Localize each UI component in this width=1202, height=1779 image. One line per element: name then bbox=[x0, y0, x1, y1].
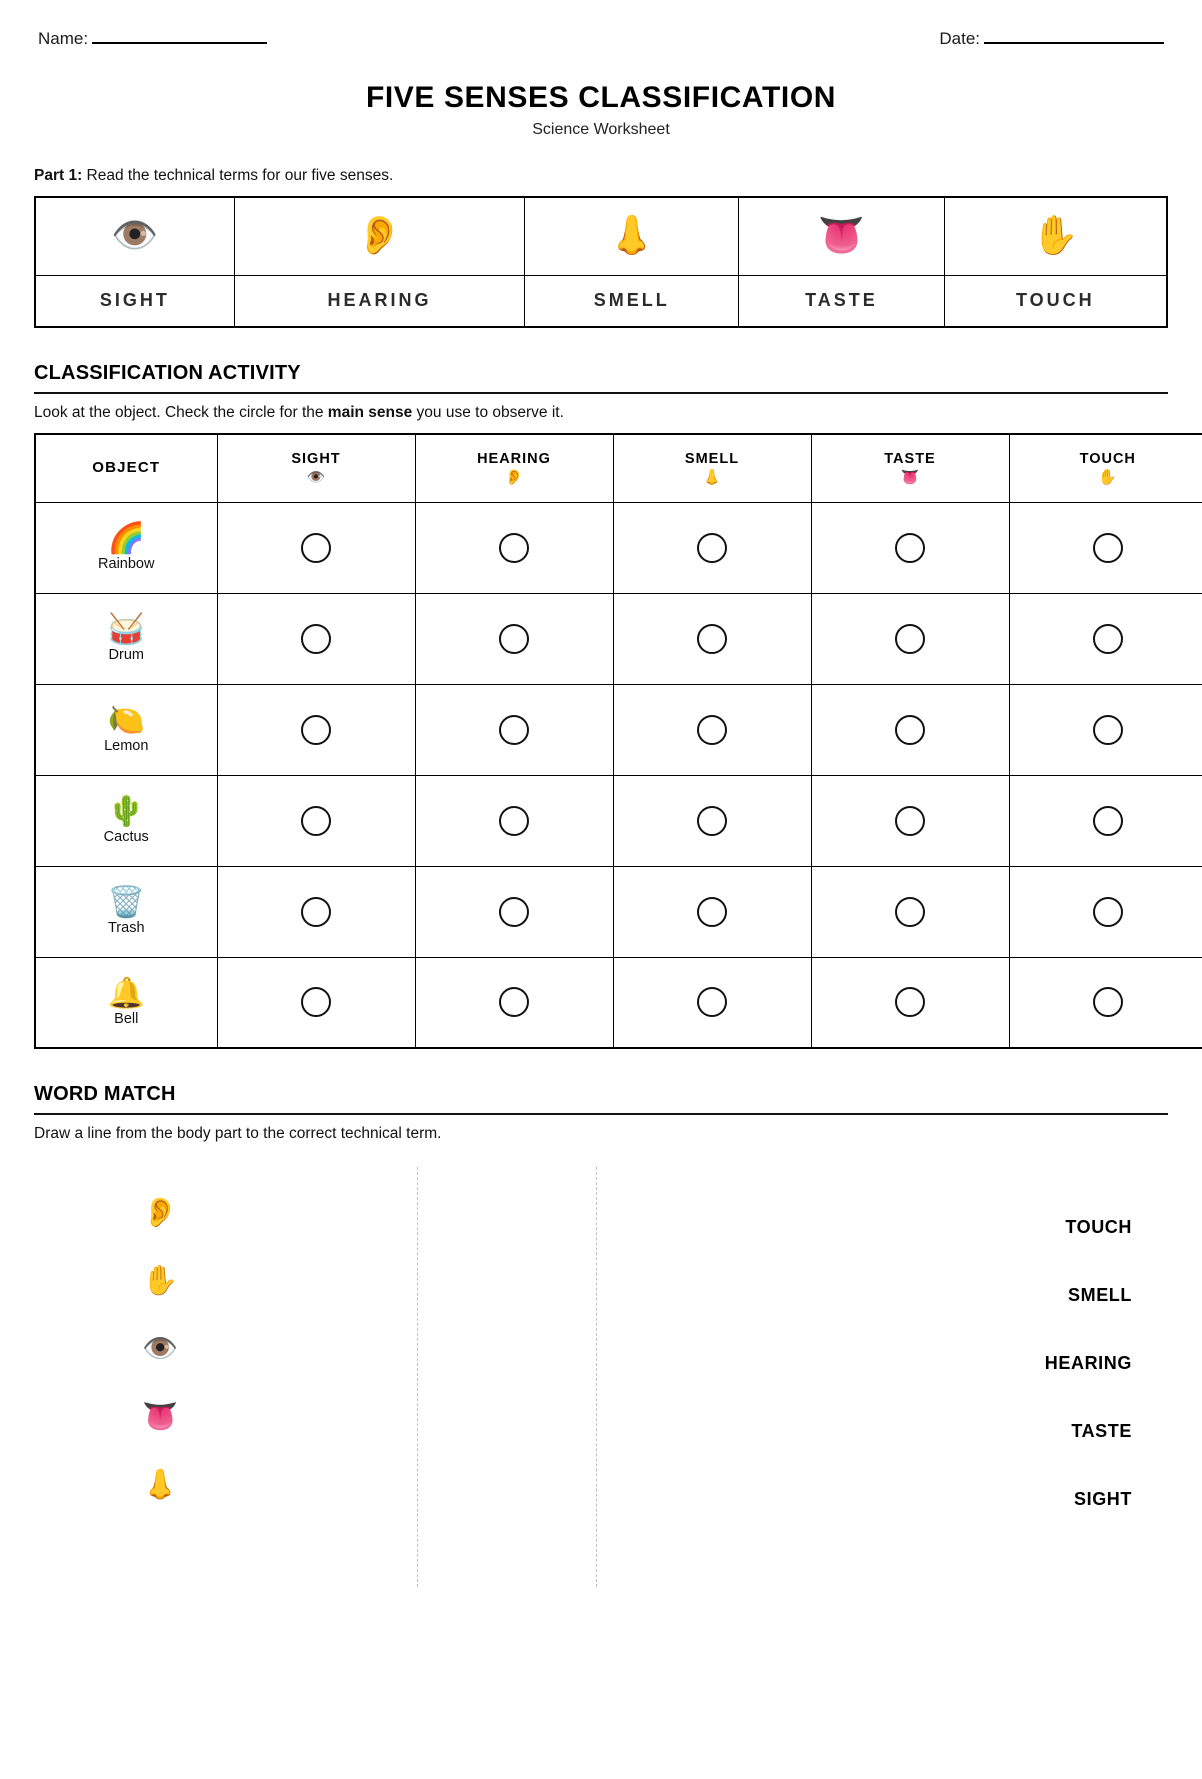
ear-icon: 👂 bbox=[355, 215, 404, 258]
nose-icon: 👃 bbox=[608, 215, 656, 258]
sense-label-touch: TOUCH bbox=[944, 275, 1167, 327]
answer-circle[interactable] bbox=[499, 806, 529, 836]
date-write-line[interactable] bbox=[984, 42, 1164, 44]
date-field-group bbox=[939, 30, 1164, 47]
page-title: FIVE SENSES CLASSIFICATION bbox=[365, 81, 837, 114]
checkbox-cell-rainbow-taste[interactable] bbox=[811, 502, 1009, 593]
table-row bbox=[35, 957, 1202, 1048]
checkbox-cell-bell-sight[interactable] bbox=[217, 957, 415, 1048]
senses-reference-table bbox=[34, 196, 1168, 328]
column-header-taste-label: TASTE bbox=[884, 451, 936, 468]
answer-circle[interactable] bbox=[895, 806, 925, 836]
word-match-divider bbox=[34, 1113, 1168, 1115]
page-subtitle: Science Worksheet bbox=[532, 121, 670, 138]
answer-circle[interactable] bbox=[301, 624, 331, 654]
answer-circle[interactable] bbox=[697, 987, 727, 1017]
column-header-sight-label: SIGHT bbox=[291, 451, 341, 468]
classification-instruction-after: you use to observe it. bbox=[412, 404, 564, 421]
classification-heading: CLASSIFICATION ACTIVITY bbox=[34, 362, 301, 384]
ear-icon: 👂 bbox=[504, 469, 524, 487]
column-header-hearing-label: HEARING bbox=[477, 451, 551, 468]
answer-circle[interactable] bbox=[895, 624, 925, 654]
checkbox-cell-lemon-touch[interactable] bbox=[1009, 684, 1202, 775]
answer-circle[interactable] bbox=[895, 533, 925, 563]
word-match-heading: WORD MATCH bbox=[34, 1083, 176, 1105]
sense-cell-hearing-icon bbox=[234, 197, 524, 275]
checkbox-cell-cactus-sight[interactable] bbox=[217, 775, 415, 866]
match-left-column bbox=[100, 1167, 220, 1587]
match-right-column bbox=[902, 1167, 1132, 1587]
checkbox-cell-drum-smell[interactable] bbox=[613, 593, 811, 684]
answer-circle[interactable] bbox=[499, 715, 529, 745]
checkbox-cell-rainbow-touch[interactable] bbox=[1009, 502, 1202, 593]
answer-circle[interactable] bbox=[499, 624, 529, 654]
checkbox-cell-cactus-touch[interactable] bbox=[1009, 775, 1202, 866]
answer-circle[interactable] bbox=[1093, 533, 1123, 563]
checkbox-cell-lemon-smell[interactable] bbox=[613, 684, 811, 775]
checkbox-cell-lemon-hearing[interactable] bbox=[415, 684, 613, 775]
classification-divider bbox=[34, 392, 1168, 394]
column-header-taste bbox=[811, 434, 1009, 502]
match-term-touch[interactable]: TOUCH bbox=[1065, 1216, 1132, 1237]
classification-header-row bbox=[35, 434, 1202, 502]
object-cell-drum bbox=[35, 593, 217, 684]
table-row bbox=[35, 593, 1202, 684]
part1-prefix: Part 1: bbox=[34, 167, 83, 184]
checkbox-cell-cactus-smell[interactable] bbox=[613, 775, 811, 866]
checkbox-cell-drum-taste[interactable] bbox=[811, 593, 1009, 684]
checkbox-cell-bell-taste[interactable] bbox=[811, 957, 1009, 1048]
object-cell-cactus bbox=[35, 775, 217, 866]
answer-circle[interactable] bbox=[895, 897, 925, 927]
classification-instruction-before: Look at the object. Check the circle for the bbox=[34, 404, 328, 421]
sense-cell-smell-icon bbox=[525, 197, 739, 275]
answer-circle[interactable] bbox=[301, 715, 331, 745]
sense-label-smell: SMELL bbox=[525, 275, 739, 327]
checkbox-cell-drum-sight[interactable] bbox=[217, 593, 415, 684]
name-date-row bbox=[34, 30, 1168, 47]
answer-circle[interactable] bbox=[895, 987, 925, 1017]
answer-circle[interactable] bbox=[697, 715, 727, 745]
column-header-touch bbox=[1009, 434, 1202, 502]
checkbox-cell-lemon-sight[interactable] bbox=[217, 684, 415, 775]
checkbox-cell-bell-hearing[interactable] bbox=[415, 957, 613, 1048]
checkbox-cell-drum-hearing[interactable] bbox=[415, 593, 613, 684]
answer-circle[interactable] bbox=[697, 624, 727, 654]
trash-icon: 🗑️ bbox=[107, 886, 145, 920]
match-term-hearing[interactable]: HEARING bbox=[1044, 1352, 1132, 1373]
answer-circle[interactable] bbox=[301, 897, 331, 927]
checkbox-cell-rainbow-sight[interactable] bbox=[217, 502, 415, 593]
match-term-smell[interactable]: SMELL bbox=[1068, 1284, 1132, 1305]
answer-circle[interactable] bbox=[301, 533, 331, 563]
sense-label-sight: SIGHT bbox=[35, 275, 234, 327]
checkbox-cell-drum-touch[interactable] bbox=[1009, 593, 1202, 684]
sense-cell-sight-icon bbox=[35, 197, 234, 275]
match-term-sight[interactable]: SIGHT bbox=[1073, 1488, 1132, 1509]
answer-circle[interactable] bbox=[697, 897, 727, 927]
classification-instruction-bold: main sense bbox=[327, 404, 413, 421]
column-header-object-label: OBJECT bbox=[92, 459, 161, 477]
part1-instruction bbox=[34, 167, 1168, 185]
answer-circle[interactable] bbox=[697, 806, 727, 836]
object-cell-trash bbox=[35, 866, 217, 957]
answer-circle[interactable] bbox=[1093, 897, 1123, 927]
lemon-icon: 🍋 bbox=[107, 704, 145, 738]
object-label: Lemon bbox=[104, 737, 149, 754]
eye-icon[interactable]: 👁️ bbox=[141, 1332, 179, 1365]
date-label: Date: bbox=[939, 29, 980, 48]
checkbox-cell-trash-touch[interactable] bbox=[1009, 866, 1202, 957]
word-match-instruction: Draw a line from the body part to the correct technical term. bbox=[34, 1125, 442, 1142]
sense-cell-touch-icon bbox=[944, 197, 1167, 275]
ear-icon[interactable]: 👂 bbox=[141, 1196, 179, 1229]
part1-text: Read the technical terms for our five senses. bbox=[82, 167, 394, 184]
nose-icon[interactable]: 👃 bbox=[141, 1468, 179, 1501]
hand-icon: ✋ bbox=[1031, 215, 1079, 258]
table-row bbox=[35, 866, 1202, 957]
object-label: Trash bbox=[107, 919, 145, 936]
word-match-area bbox=[34, 1167, 1168, 1587]
tongue-icon: 👅 bbox=[817, 215, 866, 258]
classification-table bbox=[34, 433, 1202, 1049]
answer-circle[interactable] bbox=[499, 533, 529, 563]
bell-icon: 🔔 bbox=[107, 977, 145, 1010]
sense-cell-taste-icon bbox=[739, 197, 944, 275]
column-header-smell-label: SMELL bbox=[684, 451, 740, 468]
name-label: Name: bbox=[38, 29, 89, 48]
checkbox-cell-bell-touch[interactable] bbox=[1009, 957, 1202, 1048]
answer-circle[interactable] bbox=[1093, 715, 1123, 745]
nose-icon: 👃 bbox=[702, 469, 722, 487]
object-label: Bell bbox=[114, 1010, 139, 1027]
table-row bbox=[35, 684, 1202, 775]
rainbow-icon: 🌈 bbox=[107, 522, 145, 556]
title-block bbox=[34, 81, 1168, 139]
name-field-group bbox=[38, 30, 267, 47]
column-header-object bbox=[35, 434, 217, 502]
tongue-icon: 👅 bbox=[900, 469, 920, 487]
answer-circle[interactable] bbox=[895, 715, 925, 745]
hand-icon: ✋ bbox=[1098, 469, 1118, 487]
column-header-smell bbox=[613, 434, 811, 502]
word-match-section bbox=[34, 1083, 1168, 1587]
checkbox-cell-rainbow-smell[interactable] bbox=[613, 502, 811, 593]
object-label: Rainbow bbox=[98, 555, 155, 572]
answer-circle[interactable] bbox=[697, 533, 727, 563]
eye-icon: 👁️ bbox=[111, 215, 159, 258]
column-header-hearing bbox=[415, 434, 613, 502]
table-row bbox=[35, 502, 1202, 593]
object-cell-lemon bbox=[35, 684, 217, 775]
checkbox-cell-cactus-taste[interactable] bbox=[811, 775, 1009, 866]
match-columns bbox=[34, 1167, 1168, 1587]
answer-circle[interactable] bbox=[1093, 987, 1123, 1017]
checkbox-cell-lemon-taste[interactable] bbox=[811, 684, 1009, 775]
sense-label-hearing: HEARING bbox=[234, 275, 524, 327]
answer-circle[interactable] bbox=[499, 897, 529, 927]
checkbox-cell-rainbow-hearing[interactable] bbox=[415, 502, 613, 593]
object-label: Cactus bbox=[103, 828, 149, 845]
checkbox-cell-trash-taste[interactable] bbox=[811, 866, 1009, 957]
hand-icon[interactable]: ✋ bbox=[141, 1264, 179, 1297]
object-cell-rainbow bbox=[35, 502, 217, 593]
checkbox-cell-trash-hearing[interactable] bbox=[415, 866, 613, 957]
eye-icon: 👁️ bbox=[306, 469, 326, 487]
cactus-icon: 🌵 bbox=[107, 795, 145, 829]
answer-circle[interactable] bbox=[1093, 624, 1123, 654]
checkbox-cell-trash-smell[interactable] bbox=[613, 866, 811, 957]
checkbox-cell-trash-sight[interactable] bbox=[217, 866, 415, 957]
classification-instruction bbox=[34, 404, 1168, 422]
column-header-touch-label: TOUCH bbox=[1079, 451, 1136, 468]
object-label: Drum bbox=[108, 646, 144, 663]
column-header-sight bbox=[217, 434, 415, 502]
table-row bbox=[35, 775, 1202, 866]
senses-icon-row bbox=[35, 197, 1167, 275]
object-cell-bell bbox=[35, 957, 217, 1048]
classification-section bbox=[34, 362, 1168, 1049]
senses-label-row bbox=[35, 275, 1167, 327]
drum-icon: 🥁 bbox=[107, 613, 145, 647]
answer-circle[interactable] bbox=[301, 806, 331, 836]
sense-label-taste: TASTE bbox=[739, 275, 944, 327]
answer-circle[interactable] bbox=[1093, 806, 1123, 836]
tongue-icon[interactable]: 👅 bbox=[141, 1400, 179, 1433]
answer-circle[interactable] bbox=[301, 987, 331, 1017]
answer-circle[interactable] bbox=[499, 987, 529, 1017]
match-term-taste[interactable]: TASTE bbox=[1071, 1420, 1132, 1441]
name-write-line[interactable] bbox=[92, 42, 267, 44]
checkbox-cell-cactus-hearing[interactable] bbox=[415, 775, 613, 866]
checkbox-cell-bell-smell[interactable] bbox=[613, 957, 811, 1048]
